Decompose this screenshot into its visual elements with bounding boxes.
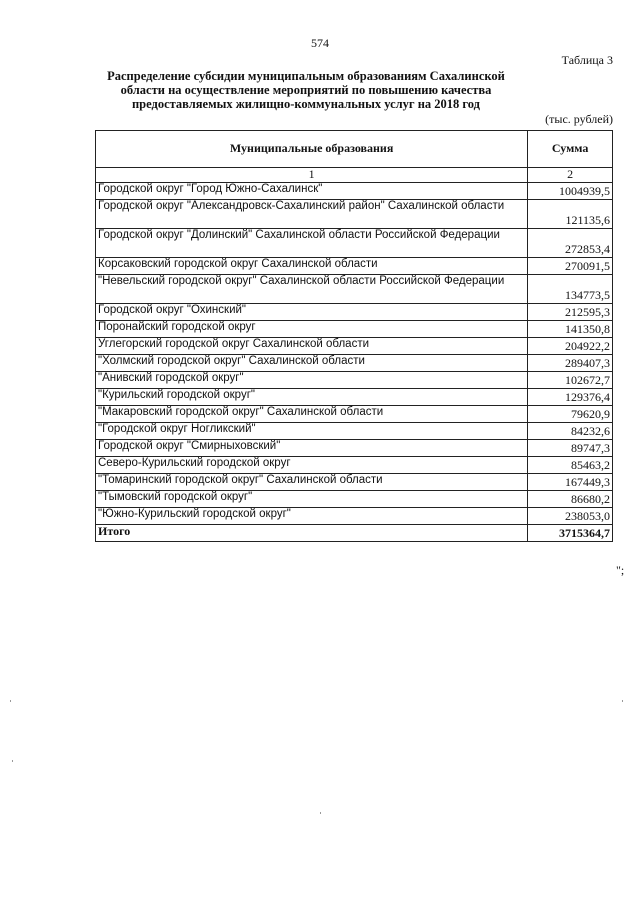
- subsidy-sum: 102672,7: [528, 371, 613, 388]
- table-row: [96, 507, 613, 524]
- subsidy-sum: 134773,5: [528, 274, 613, 303]
- trailing-mark: ";: [616, 563, 625, 577]
- municipality-name: "Макаровский городской округ" Сахалинской области: [96, 405, 528, 422]
- units-label: (тыс. рублей): [545, 112, 613, 126]
- municipality-name: "Холмский городской округ" Сахалинской области: [96, 354, 528, 371]
- table-row: [96, 303, 613, 320]
- municipality-name: Корсаковский городской округ Сахалинской области: [96, 257, 528, 274]
- scan-speck: [622, 700, 623, 702]
- table-row: [96, 228, 613, 257]
- table-row: [96, 456, 613, 473]
- table-row: [96, 337, 613, 354]
- municipality-name: Городской округ "Смирныховский": [96, 439, 528, 456]
- municipality-name: "Томаринский городской округ" Сахалинской области: [96, 473, 528, 490]
- table-label: Таблица 3: [561, 53, 613, 67]
- subsidy-sum: 86680,2: [528, 490, 613, 507]
- table-row: [96, 405, 613, 422]
- table-row: [96, 354, 613, 371]
- column-header-sum: Сумма: [528, 131, 613, 168]
- subsidy-sum: 238053,0: [528, 507, 613, 524]
- table-row: [96, 388, 613, 405]
- subsidy-sum: 167449,3: [528, 473, 613, 490]
- table-row: [96, 473, 613, 490]
- subsidy-sum: 121135,6: [528, 199, 613, 228]
- subsidy-sum: 89747,3: [528, 439, 613, 456]
- scan-speck: [12, 760, 13, 762]
- table-row: [96, 199, 613, 228]
- total-label: Итого: [96, 524, 528, 541]
- scan-speck: [320, 812, 321, 814]
- municipality-name: "Невельский городской округ" Сахалинской области Российской Федерации: [96, 274, 528, 303]
- table-row: [96, 422, 613, 439]
- subsidy-sum: 84232,6: [528, 422, 613, 439]
- table-row: [96, 490, 613, 507]
- total-row: [96, 524, 613, 541]
- subsidy-sum: 85463,2: [528, 456, 613, 473]
- municipality-name: Городской округ "Александровск-Сахалинский район" Сахалинской области: [96, 199, 528, 228]
- subsidy-sum: 79620,9: [528, 405, 613, 422]
- municipality-name: Городской округ "Город Южно-Сахалинск": [96, 182, 528, 199]
- subsidy-sum: 212595,3: [528, 303, 613, 320]
- municipality-name: Городской округ "Долинский" Сахалинской области Российской Федерации: [96, 228, 528, 257]
- subsidy-sum: 204922,2: [528, 337, 613, 354]
- page-number: 574: [311, 36, 329, 50]
- document-title: Распределение субсидии муниципальным образованиям Сахалинской области на осуществление мероприятий по повышению качества предоставляемых жилищно-коммунальных услуг на 2018 год: [107, 69, 505, 111]
- municipality-name: "Тымовский городской округ": [96, 490, 528, 507]
- municipality-name: "Южно-Курильский городской округ": [96, 507, 528, 524]
- table-row: [96, 320, 613, 337]
- subsidy-sum: 129376,4: [528, 388, 613, 405]
- municipality-name: "Городской округ Ногликский": [96, 422, 528, 439]
- subsidy-sum: 141350,8: [528, 320, 613, 337]
- municipality-name: Углегорский городской округ Сахалинской области: [96, 337, 528, 354]
- scan-speck: [10, 700, 11, 702]
- municipality-name: "Анивский городской округ": [96, 371, 528, 388]
- table-row: [96, 257, 613, 274]
- column-header-municipality: Муниципальные образования: [96, 131, 528, 168]
- table-body: [96, 182, 613, 524]
- table-row: [96, 274, 613, 303]
- table-row: [96, 439, 613, 456]
- municipality-name: Городской округ "Охинский": [96, 303, 528, 320]
- column-number-1: 1: [96, 168, 528, 183]
- table-row: [96, 182, 613, 199]
- table-row: [96, 371, 613, 388]
- total-sum: 3715364,7: [528, 524, 613, 541]
- subsidy-sum: 272853,4: [528, 228, 613, 257]
- column-number-2: 2: [528, 168, 613, 183]
- municipality-name: "Курильский городской округ": [96, 388, 528, 405]
- municipality-name: Северо-Курильский городской округ: [96, 456, 528, 473]
- subsidy-sum: 1004939,5: [528, 182, 613, 199]
- subsidy-sum: 270091,5: [528, 257, 613, 274]
- subsidy-table: [95, 130, 613, 542]
- municipality-name: Поронайский городской округ: [96, 320, 528, 337]
- subsidy-sum: 289407,3: [528, 354, 613, 371]
